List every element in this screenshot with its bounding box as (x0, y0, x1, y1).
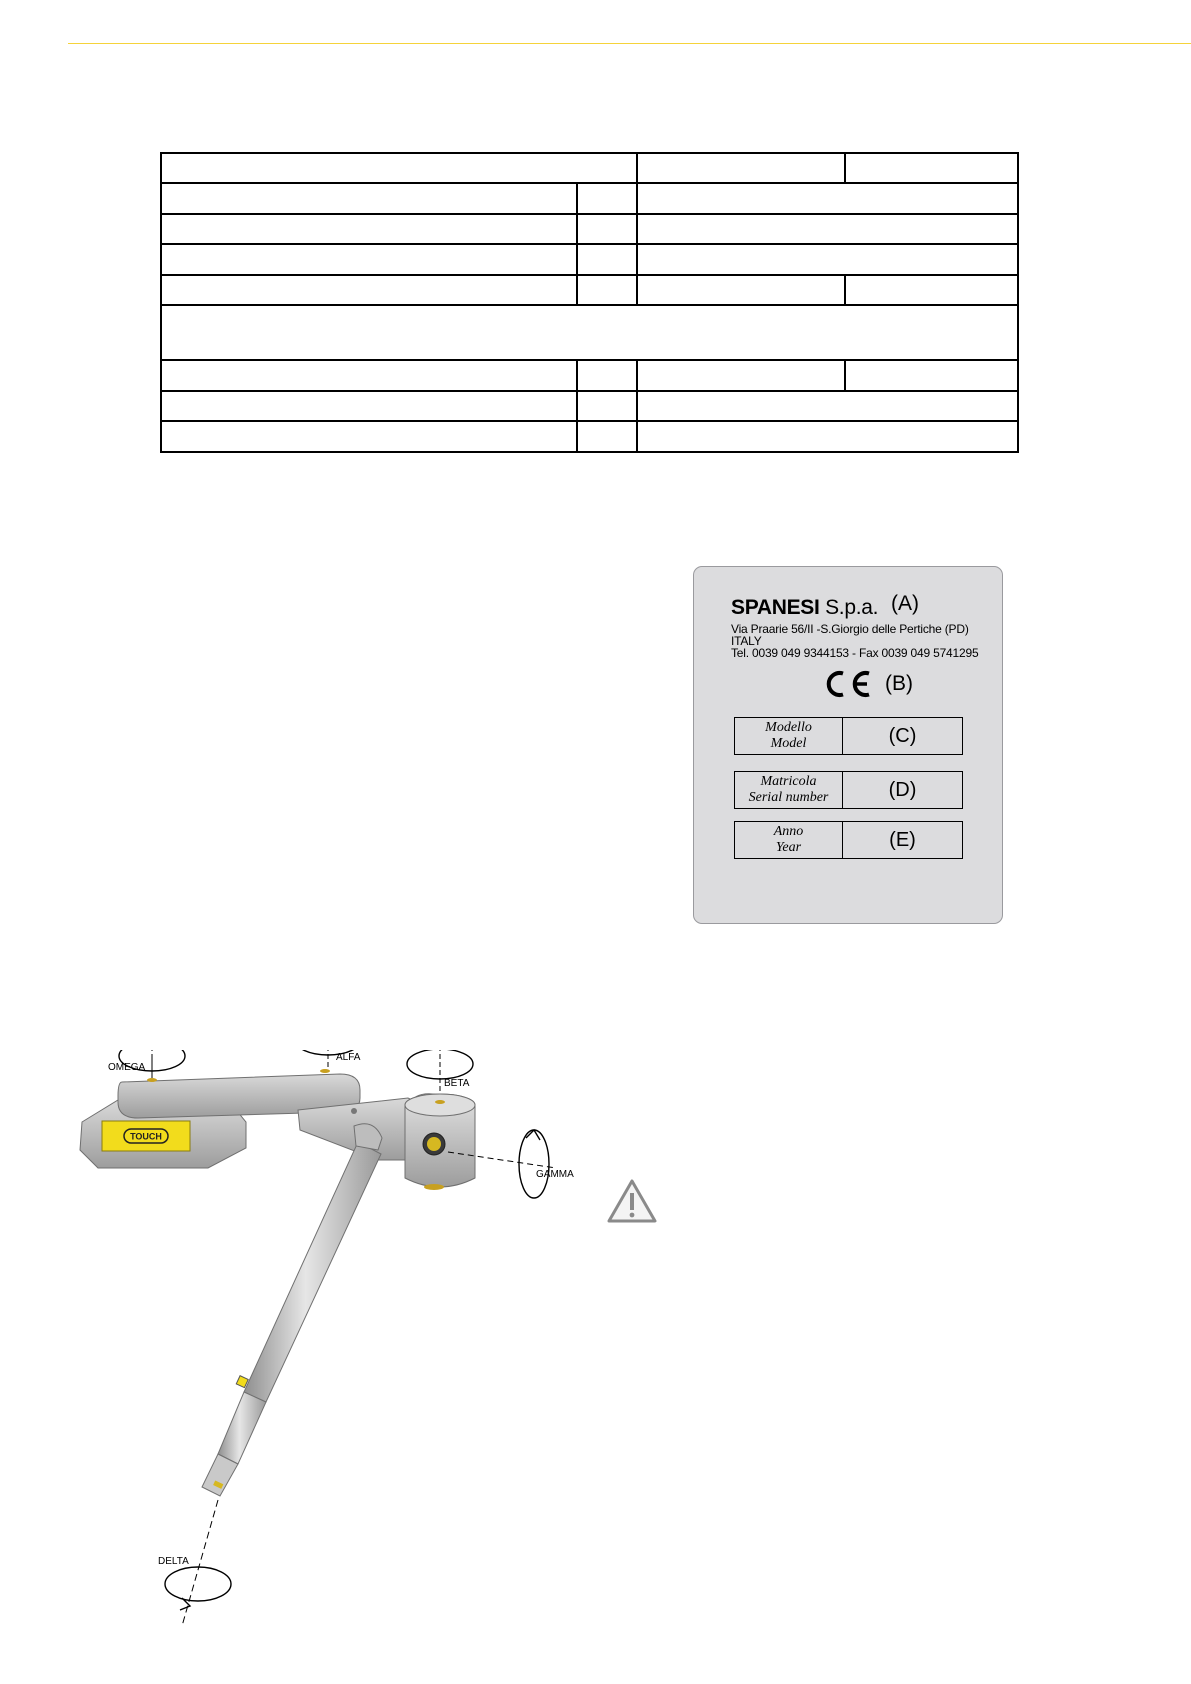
table-col-divider (636, 359, 638, 452)
marker-a: (A) (891, 592, 919, 615)
company-name-suffix: S.p.a. (819, 596, 879, 619)
axis-label-omega: OMEGA (108, 1062, 146, 1073)
table-col-divider (636, 152, 638, 306)
field-label (735, 718, 843, 754)
ce-mark-icon (821, 670, 873, 698)
specification-table (160, 152, 1019, 453)
table-row-divider (160, 182, 1019, 184)
table-col-divider (576, 359, 578, 452)
field-label (735, 822, 843, 858)
nameplate-country: ITALY (731, 634, 762, 648)
nameplate-serial-field (734, 771, 963, 809)
table-row-divider (160, 213, 1019, 215)
nameplate-year-field (734, 821, 963, 859)
nameplate-address: Via Praarie 56/II -S.Giorgio delle Pertiche (PD) (731, 622, 969, 636)
table-col-divider (576, 182, 578, 306)
header-accent-rule (68, 43, 1191, 44)
field-value: (D) (888, 778, 917, 801)
field-label-en: Model (770, 736, 807, 751)
arm-elbow-joint (405, 1094, 475, 1190)
table-row-divider (160, 243, 1019, 245)
nameplate-company (731, 596, 878, 620)
table-row-divider (160, 304, 1019, 306)
field-label-en: Serial number (748, 790, 829, 805)
field-value: (E) (889, 828, 916, 851)
field-label (735, 772, 843, 808)
table-col-divider (844, 152, 846, 184)
field-label-en: Year (775, 840, 802, 855)
table-col-divider (844, 359, 846, 392)
table-row-divider (160, 390, 1019, 392)
axis-label-delta: DELTA (158, 1556, 189, 1567)
axis-label-beta: BETA (444, 1078, 470, 1089)
table-row-divider (160, 359, 1019, 361)
nameplate-phone-fax: Tel. 0039 049 9344153 - Fax 0039 049 5741295 (731, 646, 979, 660)
company-name-bold: SPANESI (731, 596, 820, 619)
marker-b: (B) (885, 672, 913, 695)
table-row-divider (160, 420, 1019, 422)
field-value: (C) (888, 724, 917, 747)
field-label-it: Modello (765, 720, 812, 735)
table-border-left (160, 152, 162, 453)
table-border-bottom (160, 451, 1019, 453)
axis-label-alfa: ALFA (336, 1052, 361, 1063)
axis-label-gamma: GAMMA (536, 1169, 574, 1180)
field-label-it: Anno (773, 824, 804, 839)
nameplate-model-field (734, 717, 963, 755)
field-label-it: Matricola (760, 774, 817, 789)
table-col-divider (844, 274, 846, 306)
warning-triangle-icon (606, 1178, 658, 1224)
table-border-right (1017, 152, 1019, 453)
table-border-top (160, 152, 1019, 154)
table-row-divider (160, 274, 1019, 276)
identification-nameplate (693, 566, 1003, 924)
articulated-arm-illustration (78, 1050, 588, 1630)
brand-label: TOUCH (130, 1131, 162, 1142)
arm-telescopic-tube (202, 1124, 382, 1496)
